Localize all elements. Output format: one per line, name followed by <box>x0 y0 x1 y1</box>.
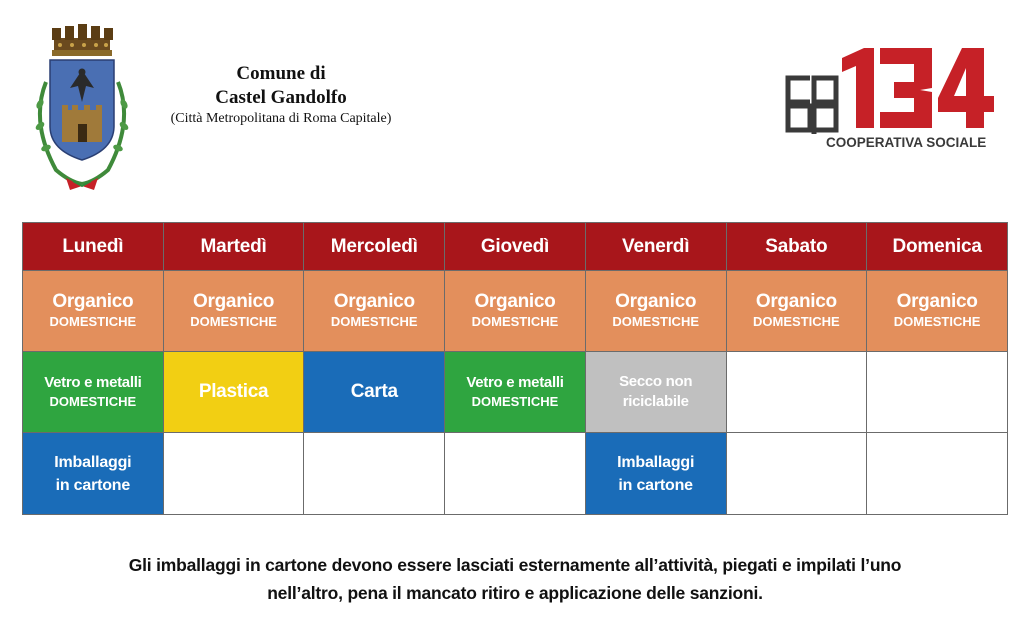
day-header-row <box>23 223 1008 271</box>
waste-type-label: Organico <box>193 291 275 312</box>
waste-scope-label: DOMESTICHE <box>471 314 559 329</box>
cell-organico-wednesday <box>304 271 445 352</box>
municipality-line1: Comune di <box>236 63 326 84</box>
municipality-line2: Castel Gandolfo <box>215 87 347 108</box>
waste-scope-label: DOMESTICHE <box>190 314 277 329</box>
waste-type-label: Vetro e metalli <box>466 374 564 391</box>
waste-type-line1: Secco non <box>619 373 693 390</box>
cell-empty-saturday <box>726 433 867 515</box>
cell-empty-saturday <box>726 352 867 433</box>
waste-type-label: Organico <box>615 291 697 312</box>
third-collection-row <box>23 433 1008 515</box>
coop134-logo <box>782 44 1004 154</box>
day-header-tuesday: Martedì <box>163 223 304 271</box>
waste-type-line2: in cartone <box>55 476 131 494</box>
cell-imballaggi-monday <box>23 433 164 515</box>
day-header-wednesday: Mercoledì <box>304 223 445 271</box>
coop-tagline: COOPERATIVA SOCIALE <box>826 135 987 150</box>
cell-carta-wednesday <box>304 352 445 433</box>
municipality-line3: (Città Metropolitana di Roma Capitale) <box>170 111 392 126</box>
cell-plastica-tuesday <box>163 352 304 433</box>
waste-type-label: Organico <box>474 291 556 312</box>
cell-organico-monday <box>23 271 164 352</box>
organico-row <box>23 271 1008 352</box>
day-header-thursday: Giovedì <box>445 223 586 271</box>
waste-scope-label: DOMESTICHE <box>893 314 981 329</box>
cell-vetro-monday <box>23 352 164 433</box>
waste-type-label: Organico <box>333 291 415 312</box>
waste-type-label: Carta <box>350 381 398 402</box>
day-header-friday: Venerdì <box>585 223 726 271</box>
waste-scope-label: DOMESTICHE <box>753 314 840 329</box>
waste-type-label: Vetro e metalli <box>44 374 142 391</box>
day-header-saturday: Sabato <box>726 223 867 271</box>
collection-schedule-table <box>22 222 1008 515</box>
waste-scope-label: DOMESTICHE <box>49 394 137 409</box>
waste-scope-label: DOMESTICHE <box>49 314 137 329</box>
waste-type-label: Organico <box>896 291 978 312</box>
day-header-monday: Lunedì <box>23 223 164 271</box>
cell-organico-friday <box>585 271 726 352</box>
waste-type-label: Organico <box>52 291 134 312</box>
cardboard-packaging-note <box>20 551 1010 607</box>
waste-type-label: Organico <box>755 291 837 312</box>
castel-gandolfo-crest-icon <box>26 22 138 194</box>
cell-vetro-thursday <box>445 352 586 433</box>
cell-organico-thursday <box>445 271 586 352</box>
waste-scope-label: DOMESTICHE <box>612 314 699 329</box>
waste-type-line2: riciclabile <box>622 393 689 410</box>
cell-secco-friday <box>585 352 726 433</box>
waste-scope-label: DOMESTICHE <box>471 394 559 409</box>
municipality-name <box>140 62 422 128</box>
note-line2: nell’altro, pena il mancato ritiro e applicazione delle sanzioni. <box>267 583 763 603</box>
cell-empty-tuesday <box>163 433 304 515</box>
day-header-sunday: Domenica <box>867 223 1008 271</box>
cell-organico-sunday <box>867 271 1008 352</box>
cell-empty-wednesday <box>304 433 445 515</box>
cell-empty-sunday <box>867 433 1008 515</box>
waste-type-line2: in cartone <box>618 476 693 494</box>
waste-type-line1: Imballaggi <box>54 453 132 471</box>
waste-type-label: Plastica <box>198 381 269 402</box>
cell-empty-thursday <box>445 433 586 515</box>
cell-organico-saturday <box>726 271 867 352</box>
waste-type-line1: Imballaggi <box>617 453 695 471</box>
cell-organico-tuesday <box>163 271 304 352</box>
waste-scope-label: DOMESTICHE <box>330 314 418 329</box>
cell-imballaggi-friday <box>585 433 726 515</box>
second-collection-row <box>23 352 1008 433</box>
note-line1: Gli imballaggi in cartone devono essere lasciati esternamente all’attività, piegati e impilati l’uno <box>128 555 902 575</box>
cell-empty-sunday <box>867 352 1008 433</box>
